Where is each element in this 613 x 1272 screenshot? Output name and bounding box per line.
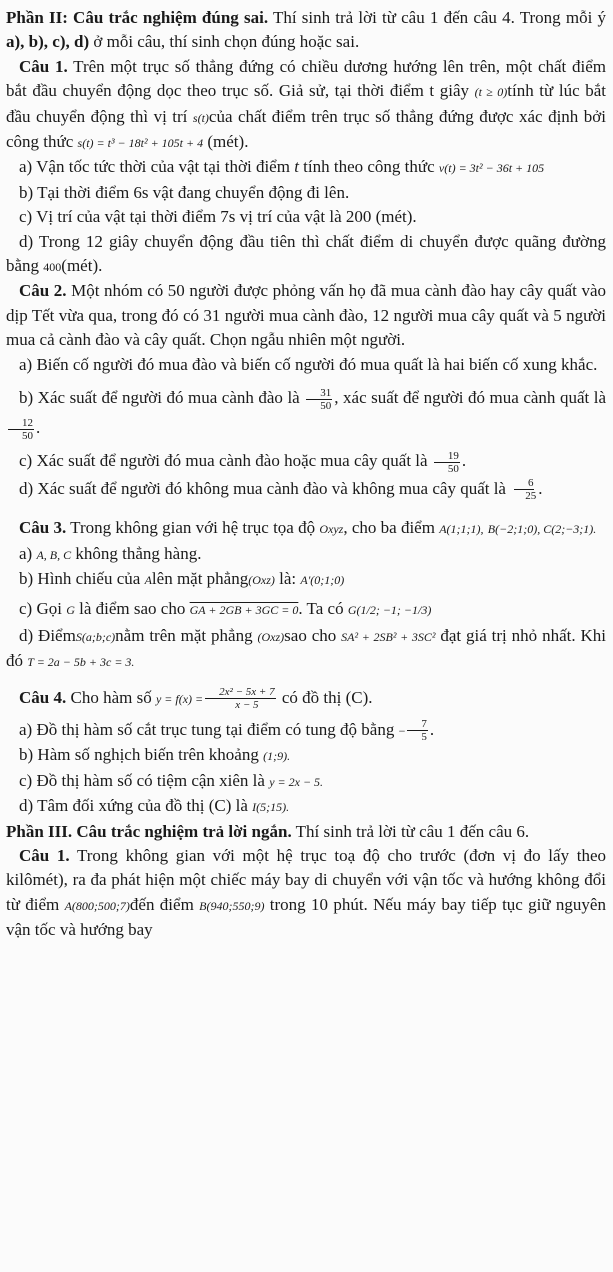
q2-d: d) Xác suất để người đó không mua cành đào và không mua cây quất là $\frac{6}{25}$ .: [19, 477, 543, 503]
q4-a-text: a) Đồ thị hàm số cắt trục tung tại điểm có tung độ bằng: [19, 719, 399, 739]
q3-c-text3: . Ta có: [298, 598, 348, 618]
q2-c-fraction: [434, 450, 460, 475]
q3-b-result: A'(0;1;0): [300, 573, 345, 588]
q4-a-minus: −: [398, 723, 406, 738]
p3-q1-point-b: B(940;550;9): [199, 898, 265, 913]
q2-d-fraction: [512, 477, 536, 502]
q3-d: [6, 624, 606, 675]
q1-formula: s(t) = t³ − 18t² + 105t + 4: [77, 136, 204, 151]
part2-intro-1: Thí sinh trả lời từ câu 1 đến câu 4. Trong mỗi ý: [268, 8, 606, 27]
p3-q1-point-a: A(800;500;7): [64, 898, 130, 913]
part2-intro-2: ở mỗi câu, thí sinh chọn đúng hoặc sai.: [89, 32, 360, 52]
part2-heading: Phần II: Câu trắc nghiệm đúng sai.: [6, 8, 269, 27]
spacer: [6, 502, 606, 516]
q3-text-2: , cho ba điểm: [343, 518, 440, 538]
q3-b-text: b) Hình chiếu của: [19, 569, 145, 589]
q4-text-2: có đồ thị (C).: [277, 687, 373, 707]
q4-a-num: 7: [407, 718, 428, 731]
q3-c-text2: là điểm sao cho: [74, 598, 190, 618]
q1-text-3: của chất điểm trên trục số thẳng đứng được xác định bởi công thức: [6, 106, 606, 152]
q3-c-result: G(1/2; −1; −1/3): [347, 602, 432, 617]
q3-point-a: A(1;1;1),: [439, 522, 484, 537]
q4-a-den: 5: [421, 731, 427, 744]
q2-d-text: d) Xác suất để người đó không mua cành đào và không mua cây quất là: [19, 478, 511, 498]
q4-label: Câu 4.: [19, 687, 67, 707]
q2-b-num: 31: [306, 387, 332, 400]
part2-options: a), b), c), d): [6, 32, 90, 52]
q4-b-text: b) Hàm số nghịch biến trên khoảng: [19, 745, 264, 765]
q3-d-t: T = 2a − 5b + 3c = 3.: [27, 655, 135, 670]
q3-d-expr: SA² + 2SB² + 3SC²: [341, 629, 436, 644]
q4-c-text: c) Đồ thị hàm số có tiệm cận xiên là: [19, 770, 270, 790]
q1-cond: (t ≥ 0): [474, 85, 508, 100]
q1-a-text: a) Vận tốc tức thời của vật tại thời điểm: [19, 157, 295, 177]
q2-stem: [6, 279, 606, 352]
q4-b-interval: (1;9).: [263, 749, 291, 764]
q2-b-text: b) Xác suất để người đó mua cành đào là: [19, 388, 305, 408]
q1-d: [6, 230, 606, 280]
q1-b: b) Tại thời điểm 6s vật đang chuyển động đi lên.: [19, 182, 350, 202]
q1-label: Câu 1.: [19, 56, 68, 76]
q2-b-num2: 12: [8, 417, 34, 430]
q3-c-text: c) Gọi: [19, 598, 67, 618]
q4-func-fraction: [205, 686, 275, 711]
q3-d-text: d) Điểm: [19, 625, 76, 645]
p3-q1-label: Câu 1.: [19, 845, 70, 865]
q1-text-2: tính từ lúc bắt đầu chuyển động thì vị trí: [6, 81, 606, 126]
q2-c-den: 50: [447, 462, 459, 475]
part3-intro: [6, 820, 606, 844]
q3-c: [6, 597, 606, 622]
q3-c-vector: GA + 2GB + 3GC = 0: [189, 602, 299, 617]
q1-text-1: Trên một trục số thẳng đứng có chiều dương hướng lên trên, một chất điểm bắt đầu chuyển động dọc theo trục số. Giả sử, tại thời điểm t giây: [6, 56, 606, 101]
q2-c-num: 19: [434, 450, 460, 463]
p3-q1: [6, 844, 606, 943]
q3-point-c: , C(2;−3;1).: [537, 522, 597, 537]
p3-q1-text-3: trong 10 phút. Nếu máy bay tiếp tục giữ nguyên vận tốc và hướng bay: [6, 894, 606, 940]
q1-st: s(t): [192, 110, 209, 125]
q4-func-num: 2x² − 5x + 7: [205, 686, 275, 699]
q2-a: a) Biến cố người đó mua đào và biến cố người đó mua quất là hai biến cố xung khắc.: [19, 354, 598, 374]
q1-d-text: d) Trong 12 giây chuyển động đầu tiên thì chất điểm di chuyển được quãng đường bằng: [6, 231, 606, 276]
q2-c: c) Xác suất để người đó mua cành đào hoặc mua cây quất là $\frac{19}{50}$ .: [19, 449, 467, 475]
q3-c-g: G: [66, 602, 75, 617]
q1-c: c) Vị trí của vật tại thời điểm 7s vị trí của vật là 200 (mét).: [19, 207, 417, 227]
part2-intro: [6, 6, 606, 55]
q3-stem: [6, 516, 606, 541]
q2-b: b) Xác suất để người đó mua cành đào là $\frac{31}{50}$ , xác suất để người đó mua cành quất là $\frac{12}{50}$ .: [6, 383, 606, 443]
q3-a-prefix: a): [19, 543, 37, 563]
q3-label: Câu 3.: [19, 518, 67, 538]
q4-a-fraction: [407, 718, 428, 743]
q4-d: [6, 794, 606, 819]
q2-b-fraction2: [8, 417, 34, 442]
q2-d-den: 25: [525, 490, 537, 503]
q4-d-center: I(5;15).: [252, 800, 290, 815]
q2-c-text: c) Xác suất để người đó mua cành đào hoặc mua cây quất là: [19, 451, 432, 471]
q3-text-1: Trong không gian với hệ trục tọa độ: [66, 518, 320, 538]
part3-intro-text: Thí sinh trả lời từ câu 1 đến câu 6.: [291, 821, 530, 841]
q4-a: a) Đồ thị hàm số cắt trục tung tại điểm có tung độ bằng − $\frac{7}{5}$ .: [19, 718, 435, 744]
q4-func-den: x − 5: [235, 699, 259, 712]
q4-d-text: d) Tâm đối xứng của đồ thị (C) là: [19, 796, 253, 816]
q3-d-text4: đạt giá trị nhỏ nhất. Khi đó: [6, 625, 606, 671]
q3-point-b: B(−2;1;0): [487, 522, 538, 537]
part3-heading: Phần III. Câu trắc nghiệm trả lời ngắn.: [6, 821, 292, 841]
q2-b-den2: 50: [22, 429, 33, 442]
q1-a: [6, 155, 606, 180]
q4-b: [6, 743, 606, 768]
q1-a-t: t: [294, 157, 299, 177]
q3-a: [6, 542, 606, 567]
q3-d-plane: (Oxz): [257, 629, 285, 644]
q2-d-num: 6: [514, 477, 535, 490]
q4-c: [6, 769, 606, 794]
q4-stem: [6, 683, 606, 714]
q2-b-den: 50: [320, 399, 332, 412]
q3-b: [6, 567, 606, 592]
q1-unit: (mét).: [203, 132, 249, 152]
q3-oxyz: Oxyz: [319, 522, 344, 537]
q2-b-text2: , xác suất để người đó mua cành quất là: [334, 388, 607, 408]
q3-d-s: S(a;b;c): [75, 629, 116, 644]
q3-b-a: A: [144, 573, 152, 588]
q3-d-text2: nằm trên mặt phẳng: [115, 625, 258, 645]
q2-label: Câu 2.: [19, 281, 67, 301]
q1-d-unit: (mét).: [61, 256, 103, 276]
q2-text: Một nhóm có 50 người được phỏng vấn họ đã mua cành đào hay cây quất vào dịp Tết vừa qua, trong đó có 31 người mua cành đào, 12 người mua cây quất và 5 người mua cả cành đào và cây quất. Chọn ngẫu nhiên một người.: [6, 281, 606, 350]
q3-a-points: A, B, C: [36, 547, 72, 562]
q1-d-val: 400: [43, 260, 62, 275]
q1-a-formula: v(t) = 3t² − 36t + 105: [438, 161, 545, 176]
p3-q1-text-2: đến điểm: [129, 894, 200, 914]
q3-b-text3: là:: [274, 569, 301, 589]
q3-a-text: không thẳng hàng.: [71, 543, 202, 563]
q1-stem: [6, 55, 606, 156]
q3-b-text2: lên mặt phẳng: [151, 569, 249, 589]
q4-text-1: Cho hàm số: [66, 687, 156, 707]
q3-d-text3: sao cho: [284, 625, 342, 645]
q1-a-text2: tính theo công thức: [298, 157, 435, 177]
q3-b-plane: (Oxz): [248, 573, 275, 588]
q4-c-line: y = 2x − 5.: [269, 774, 324, 789]
q2-b-fraction: [306, 387, 332, 412]
q4-func-lhs: y = f(x) =: [155, 691, 204, 706]
p3-q1-text-1: Trong không gian với một hệ trục toạ độ cho trước (đơn vị đo lấy theo kilômét), ra đa phát hiện một chiếc máy bay di chuyển với vận tốc và hướng không đổi từ điểm: [6, 845, 606, 914]
